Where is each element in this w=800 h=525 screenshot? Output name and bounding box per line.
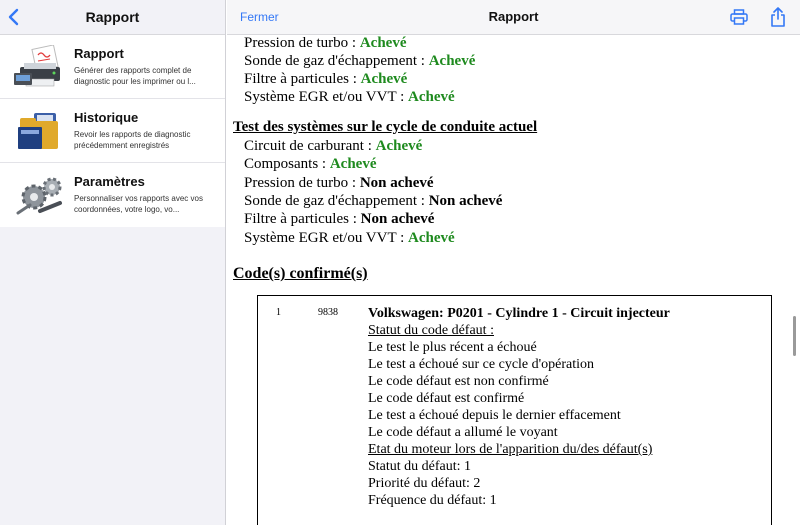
sidebar-item-label: Historique bbox=[74, 110, 139, 125]
code-number: 9838 bbox=[318, 307, 338, 318]
code-title: Volkswagen: P0201 - Cylindre 1 - Circuit injecteur bbox=[368, 306, 670, 321]
print-icon[interactable] bbox=[730, 9, 748, 25]
report-line: Filtre à particules : Non achevé bbox=[244, 211, 435, 227]
vertical-scrollbar[interactable] bbox=[793, 316, 796, 356]
sidebar-item-label: Rapport bbox=[74, 46, 124, 61]
status-line: Le code défaut est non confirmé bbox=[368, 374, 549, 389]
main-header bbox=[227, 0, 800, 35]
section-heading-confirmed-codes: Code(s) confirmé(s) bbox=[233, 265, 368, 282]
status-badge: Non achevé bbox=[360, 211, 435, 227]
report-line: Pression de turbo : Non achevé bbox=[244, 175, 434, 191]
sidebar-item-label: Paramètres bbox=[74, 174, 145, 189]
status-heading: Statut du code défaut : bbox=[368, 323, 494, 338]
report-line: Sonde de gaz d'échappement : Achevé bbox=[244, 53, 476, 69]
status-line: Le test a échoué depuis le dernier effacement bbox=[368, 408, 621, 423]
page-title: Rapport bbox=[488, 9, 539, 24]
sidebar-item-historique[interactable] bbox=[0, 99, 225, 163]
report-document bbox=[227, 35, 800, 525]
engine-line: Fréquence du défaut: 1 bbox=[368, 493, 497, 508]
status-badge: Non achevé bbox=[359, 175, 434, 191]
report-line: Sonde de gaz d'échappement : Non achevé bbox=[244, 193, 503, 209]
section-heading-current-cycle: Test des systèmes sur le cycle de conduite actuel bbox=[233, 119, 538, 135]
sidebar-item-description: Personnaliser vos rapports avec vos coordonnées, votre logo, vo... bbox=[74, 194, 203, 214]
status-badge: Achevé bbox=[375, 138, 423, 154]
close-button[interactable]: Fermer bbox=[240, 10, 279, 24]
status-badge: Achevé bbox=[408, 230, 455, 246]
report-line: Pression de turbo : Achevé bbox=[244, 35, 407, 51]
status-badge: Achevé bbox=[359, 35, 407, 51]
status-line: Le test a échoué sur ce cycle d'opération bbox=[368, 357, 595, 372]
sidebar-item-parametres[interactable] bbox=[0, 163, 225, 227]
status-badge: Achevé bbox=[428, 53, 476, 69]
code-index: 1 bbox=[276, 307, 281, 318]
engine-line: Priorité du défaut: 2 bbox=[368, 476, 481, 491]
sidebar bbox=[0, 0, 226, 525]
status-line: Le test le plus récent a échoué bbox=[368, 340, 537, 355]
sidebar-list bbox=[0, 35, 225, 227]
report-line: Système EGR et/ou VVT : Achevé bbox=[244, 89, 455, 105]
code-table bbox=[257, 295, 772, 525]
status-line: Le code défaut est confirmé bbox=[368, 391, 525, 406]
status-line: Le code défaut a allumé le voyant bbox=[368, 425, 558, 440]
report-line: Composants : Achevé bbox=[244, 156, 377, 172]
share-icon[interactable] bbox=[770, 7, 786, 27]
report-line: Circuit de carburant : Achevé bbox=[244, 138, 423, 154]
folder-history-icon bbox=[10, 109, 68, 153]
engine-heading: Etat du moteur lors de l'apparition du/des défaut(s) bbox=[368, 442, 653, 457]
sidebar-item-description: Générer des rapports complet de diagnostic pour les imprimer ou l... bbox=[74, 66, 196, 86]
sidebar-item-rapport[interactable] bbox=[0, 35, 225, 99]
gears-icon bbox=[10, 173, 68, 217]
sidebar-header bbox=[0, 0, 225, 35]
status-badge: Achevé bbox=[360, 71, 408, 87]
status-badge: Achevé bbox=[408, 89, 455, 105]
engine-line: Statut du défaut: 1 bbox=[368, 459, 472, 474]
sidebar-item-description: Revoir les rapports de diagnostic précédemment enregistrés bbox=[74, 130, 191, 150]
report-line: Système EGR et/ou VVT : Achevé bbox=[244, 230, 455, 246]
report-line: Filtre à particules : Achevé bbox=[244, 71, 408, 87]
printer-report-icon bbox=[10, 45, 68, 89]
status-badge: Achevé bbox=[329, 156, 377, 172]
status-badge: Non achevé bbox=[428, 193, 503, 209]
sidebar-title: Rapport bbox=[85, 9, 140, 25]
